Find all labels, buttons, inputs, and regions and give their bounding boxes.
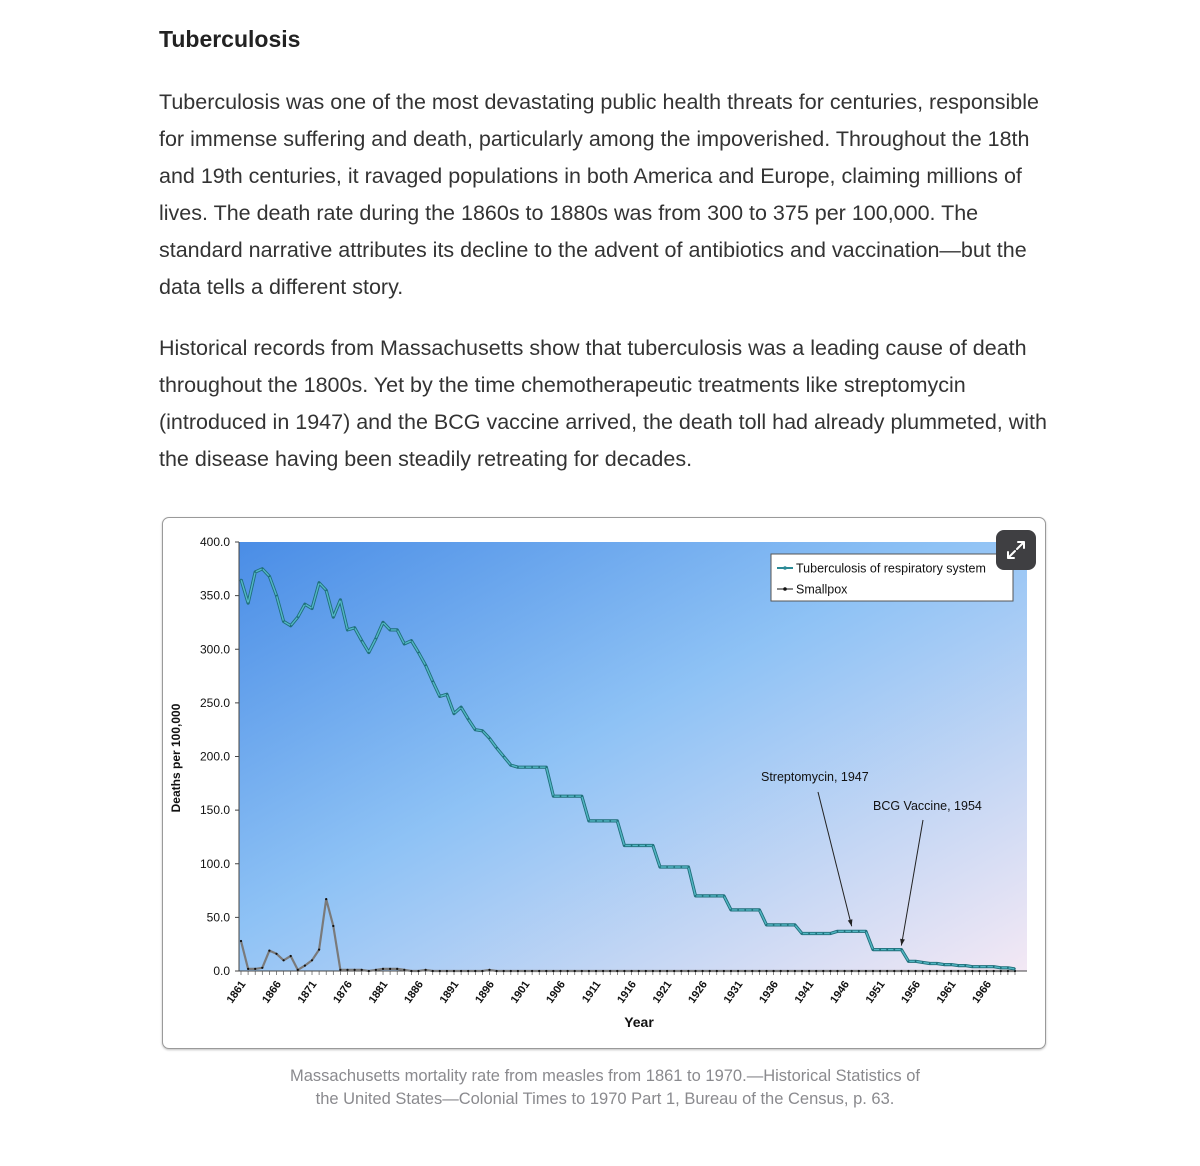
smallpox-data-point xyxy=(680,970,682,972)
tb-data-point xyxy=(276,595,278,597)
smallpox-data-point xyxy=(254,968,256,970)
mortality-chart xyxy=(163,518,1045,1048)
tb-data-point xyxy=(908,960,910,962)
smallpox-data-point xyxy=(396,968,398,970)
y-tick-label: 100.0 xyxy=(199,856,230,871)
smallpox-data-point xyxy=(744,970,746,972)
smallpox-data-point xyxy=(247,968,249,970)
tb-data-point xyxy=(567,795,569,797)
x-tick-label: 1936 xyxy=(757,978,782,1006)
tb-data-point xyxy=(837,930,839,932)
x-tick-label: 1866 xyxy=(260,978,284,1006)
smallpox-data-point xyxy=(957,970,959,972)
tb-data-point xyxy=(382,622,384,624)
section-heading: Tuberculosis xyxy=(159,26,301,52)
tb-data-point xyxy=(240,579,242,581)
smallpox-data-point xyxy=(346,969,348,971)
tb-data-point xyxy=(737,909,739,911)
tb-data-point xyxy=(531,766,533,768)
tb-data-point xyxy=(517,766,519,768)
x-tick-label: 1911 xyxy=(579,978,604,1006)
tb-data-point xyxy=(830,933,832,935)
tb-data-point xyxy=(1014,968,1016,970)
smallpox-data-point xyxy=(559,970,561,972)
tb-data-point xyxy=(943,964,945,966)
tb-data-point xyxy=(283,621,285,623)
tb-data-point xyxy=(801,933,803,935)
tb-data-point xyxy=(688,866,690,868)
smallpox-data-point xyxy=(844,970,846,972)
tb-data-point xyxy=(972,966,974,968)
smallpox-data-point xyxy=(801,970,803,972)
smallpox-data-point xyxy=(531,970,533,972)
tb-data-point xyxy=(482,730,484,732)
tb-data-point xyxy=(609,820,611,822)
smallpox-data-point xyxy=(872,970,874,972)
tb-data-point xyxy=(709,895,711,897)
tb-data-point xyxy=(808,933,810,935)
y-tick-label: 150.0 xyxy=(199,803,230,818)
x-tick-label: 1891 xyxy=(437,978,462,1006)
smallpox-data-point xyxy=(716,970,718,972)
tb-data-point xyxy=(730,909,732,911)
tb-data-point xyxy=(432,681,434,683)
tb-data-point xyxy=(602,820,604,822)
smallpox-data-point xyxy=(943,970,945,972)
y-tick-label: 50.0 xyxy=(206,910,230,925)
x-tick-label: 1871 xyxy=(295,978,320,1006)
tb-data-point xyxy=(510,764,512,766)
x-tick-label: 1906 xyxy=(544,978,568,1006)
smallpox-data-point xyxy=(524,970,526,972)
tb-data-point xyxy=(780,924,782,926)
smallpox-data-point xyxy=(773,970,775,972)
smallpox-data-point xyxy=(702,970,704,972)
y-axis-label: Deaths per 100,000 xyxy=(169,703,183,813)
smallpox-data-point xyxy=(460,970,462,972)
tb-data-point xyxy=(673,866,675,868)
smallpox-data-point xyxy=(261,967,263,969)
smallpox-data-point xyxy=(907,970,909,972)
plot-area xyxy=(239,542,1027,971)
tb-data-point xyxy=(503,756,505,758)
tb-data-point xyxy=(616,820,618,822)
tb-data-point xyxy=(929,963,931,965)
smallpox-data-point xyxy=(865,970,867,972)
smallpox-data-point xyxy=(673,970,675,972)
smallpox-data-point xyxy=(993,970,995,972)
smallpox-data-point xyxy=(552,970,554,972)
smallpox-data-point xyxy=(332,925,334,927)
expand-arrows-icon xyxy=(1004,538,1028,562)
tb-data-point xyxy=(751,909,753,911)
smallpox-data-point xyxy=(794,970,796,972)
tb-data-point xyxy=(872,949,874,951)
tb-data-point xyxy=(403,643,405,645)
y-tick-label: 250.0 xyxy=(199,695,230,710)
tb-data-point xyxy=(702,895,704,897)
tb-data-point xyxy=(659,866,661,868)
smallpox-data-point xyxy=(851,970,853,972)
tb-data-point xyxy=(439,696,441,698)
tb-data-point xyxy=(901,949,903,951)
y-tick-label: 300.0 xyxy=(199,642,230,657)
smallpox-data-point xyxy=(815,970,817,972)
tb-data-point xyxy=(325,589,327,591)
tb-data-point xyxy=(467,718,469,720)
smallpox-data-point xyxy=(737,970,739,972)
smallpox-data-point xyxy=(481,970,483,972)
tb-data-point xyxy=(986,966,988,968)
smallpox-data-point xyxy=(467,970,469,972)
smallpox-data-point xyxy=(950,970,952,972)
tb-data-point xyxy=(560,795,562,797)
tb-data-point xyxy=(638,845,640,847)
tb-data-point xyxy=(744,909,746,911)
tb-data-point xyxy=(922,962,924,964)
tb-data-point xyxy=(759,909,761,911)
x-axis-label: Year xyxy=(624,1014,654,1030)
tb-data-point xyxy=(489,737,491,739)
tb-data-point xyxy=(893,949,895,951)
tb-data-point xyxy=(496,747,498,749)
tb-data-point xyxy=(588,820,590,822)
smallpox-data-point xyxy=(325,898,327,900)
smallpox-data-point xyxy=(503,970,505,972)
annotation-label: BCG Vaccine, 1954 xyxy=(873,799,982,813)
smallpox-data-point xyxy=(496,970,498,972)
smallpox-data-point xyxy=(986,970,988,972)
legend-marker xyxy=(783,566,787,570)
tb-data-point xyxy=(879,949,881,951)
smallpox-data-point xyxy=(375,969,377,971)
smallpox-data-point xyxy=(574,970,576,972)
x-tick-label: 1961 xyxy=(934,978,959,1006)
smallpox-data-point xyxy=(836,970,838,972)
x-tick-label: 1966 xyxy=(970,978,995,1006)
legend-marker xyxy=(783,587,787,591)
smallpox-data-point xyxy=(659,970,661,972)
smallpox-data-point xyxy=(929,970,931,972)
tb-data-point xyxy=(318,582,320,584)
tb-data-point xyxy=(844,930,846,932)
smallpox-data-point xyxy=(283,959,285,961)
smallpox-data-point xyxy=(694,970,696,972)
chart-figure xyxy=(162,517,1046,1049)
smallpox-data-point xyxy=(1007,970,1009,972)
tb-data-point xyxy=(822,933,824,935)
tb-data-point xyxy=(645,845,647,847)
tb-data-point xyxy=(297,616,299,618)
smallpox-data-point xyxy=(517,970,519,972)
smallpox-data-point xyxy=(488,969,490,971)
tb-data-point xyxy=(460,706,462,708)
annotation-label: Streptomycin, 1947 xyxy=(761,770,869,784)
tb-data-point xyxy=(723,895,725,897)
smallpox-data-point xyxy=(922,970,924,972)
smallpox-data-point xyxy=(936,970,938,972)
smallpox-data-point xyxy=(382,968,384,970)
tb-data-point xyxy=(631,845,633,847)
tb-data-point xyxy=(886,949,888,951)
x-tick-label: 1941 xyxy=(792,978,817,1006)
smallpox-data-point xyxy=(538,970,540,972)
smallpox-data-point xyxy=(304,965,306,967)
smallpox-data-point xyxy=(368,970,370,972)
tb-data-point xyxy=(936,963,938,965)
smallpox-data-point xyxy=(709,970,711,972)
smallpox-data-point xyxy=(417,970,419,972)
paragraph-intro: Tuberculosis was one of the most devastating public health threats for centuries, responsible for immense suffering and death, particularly among the impoverished. Throughout the 18th and 19th centuries, it ravaged populations in both America and Europe, claiming millions of lives. The death rate during the 1860s to 1880s was from 300 to 375 per 100,000. The standard narrative attributes its decline to the advent of antibiotics and vaccination—but the data tells a different story. xyxy=(159,90,1039,299)
tb-data-point xyxy=(368,652,370,654)
smallpox-data-point xyxy=(361,969,363,971)
tb-data-point xyxy=(446,693,448,695)
smallpox-data-point xyxy=(1000,970,1002,972)
smallpox-data-point xyxy=(453,970,455,972)
tb-data-point xyxy=(695,895,697,897)
tb-data-point xyxy=(595,820,597,822)
smallpox-data-point xyxy=(858,970,860,972)
smallpox-data-point xyxy=(581,970,583,972)
tb-data-point xyxy=(581,795,583,797)
tb-data-point xyxy=(1000,967,1002,969)
x-tick-label: 1926 xyxy=(686,978,711,1006)
tb-data-point xyxy=(261,568,263,570)
tb-data-point xyxy=(979,966,981,968)
x-tick-label: 1921 xyxy=(650,978,675,1006)
smallpox-data-point xyxy=(339,969,341,971)
smallpox-data-point xyxy=(410,970,412,972)
smallpox-data-point xyxy=(687,970,689,972)
tb-data-point xyxy=(851,930,853,932)
smallpox-data-point xyxy=(425,969,427,971)
smallpox-data-point xyxy=(389,968,391,970)
smallpox-data-point xyxy=(354,969,356,971)
x-tick-label: 1951 xyxy=(863,978,888,1006)
smallpox-data-point xyxy=(645,970,647,972)
smallpox-data-point xyxy=(893,970,895,972)
smallpox-data-point xyxy=(638,970,640,972)
smallpox-data-point xyxy=(311,959,313,961)
tb-data-point xyxy=(815,933,817,935)
smallpox-data-point xyxy=(446,970,448,972)
x-tick-label: 1946 xyxy=(828,978,853,1006)
smallpox-data-point xyxy=(787,970,789,972)
tb-data-point xyxy=(375,638,377,640)
smallpox-data-point xyxy=(758,970,760,972)
tb-data-point xyxy=(766,924,768,926)
x-tick-label: 1916 xyxy=(615,978,640,1006)
tb-data-point xyxy=(269,575,271,577)
tb-data-point xyxy=(411,640,413,642)
x-tick-label: 1931 xyxy=(721,978,746,1006)
smallpox-data-point xyxy=(971,970,973,972)
smallpox-data-point xyxy=(545,970,547,972)
tb-data-point xyxy=(666,866,668,868)
tb-data-point xyxy=(524,766,526,768)
smallpox-data-point xyxy=(886,970,888,972)
smallpox-data-point xyxy=(730,970,732,972)
smallpox-data-point xyxy=(652,970,654,972)
smallpox-data-point xyxy=(474,970,476,972)
smallpox-data-point xyxy=(915,970,917,972)
legend-entry-label: Smallpox xyxy=(796,582,848,597)
tb-data-point xyxy=(354,627,356,629)
smallpox-data-point xyxy=(439,970,441,972)
tb-data-point xyxy=(332,616,334,618)
tb-data-point xyxy=(361,640,363,642)
smallpox-data-point xyxy=(780,970,782,972)
tb-data-point xyxy=(425,664,427,666)
tb-data-point xyxy=(865,930,867,932)
tb-data-point xyxy=(474,729,476,731)
y-tick-label: 0.0 xyxy=(213,964,230,978)
tb-data-point xyxy=(1007,967,1009,969)
figure-caption: Massachusetts mortality rate from measles from 1861 to 1970.—Historical Statistics of the United States—Colonial Times to 1970 Part 1, Bureau of the Census, p. 63. xyxy=(290,1067,920,1108)
tb-data-point xyxy=(773,924,775,926)
smallpox-data-point xyxy=(240,940,242,942)
tb-data-point xyxy=(915,960,917,962)
tb-data-point xyxy=(553,795,555,797)
x-tick-label: 1881 xyxy=(366,978,391,1006)
smallpox-data-point xyxy=(290,955,292,957)
smallpox-data-point xyxy=(297,969,299,971)
tb-data-point xyxy=(347,629,349,631)
tb-data-point xyxy=(574,795,576,797)
y-tick-label: 400.0 xyxy=(199,535,230,549)
smallpox-data-point xyxy=(978,970,980,972)
x-tick-label: 1956 xyxy=(899,978,924,1006)
tb-data-point xyxy=(794,924,796,926)
smallpox-data-point xyxy=(623,970,625,972)
tb-data-point xyxy=(957,965,959,967)
smallpox-data-point xyxy=(588,970,590,972)
smallpox-data-point xyxy=(723,970,725,972)
y-tick-label: 350.0 xyxy=(199,588,230,603)
smallpox-data-point xyxy=(751,970,753,972)
smallpox-data-point xyxy=(602,970,604,972)
tb-data-point xyxy=(304,603,306,605)
smallpox-data-point xyxy=(609,970,611,972)
smallpox-data-point xyxy=(964,970,966,972)
smallpox-data-point xyxy=(510,970,512,972)
tb-data-point xyxy=(254,571,256,573)
x-tick-label: 1861 xyxy=(224,978,249,1006)
smallpox-data-point xyxy=(765,970,767,972)
smallpox-data-point xyxy=(900,970,902,972)
smallpox-data-point xyxy=(666,970,668,972)
smallpox-data-point xyxy=(403,969,405,971)
tb-data-point xyxy=(396,629,398,631)
tb-data-point xyxy=(247,602,249,604)
x-tick-label: 1901 xyxy=(508,978,533,1006)
tb-data-point xyxy=(418,652,420,654)
tb-data-point xyxy=(389,629,391,631)
x-tick-label: 1876 xyxy=(331,978,355,1006)
expand-chart-button[interactable] xyxy=(996,530,1036,570)
x-tick-label: 1886 xyxy=(402,978,426,1006)
y-tick-label: 200.0 xyxy=(199,749,230,764)
tb-data-point xyxy=(680,866,682,868)
paragraph-history: Historical records from Massachusetts show that tuberculosis was a leading cause of death throughout the 1800s. Yet by the time chemotherapeutic treatments like streptomycin (introduced in 1947) and the BCG vaccine arrived, the death toll had already plummeted, with the disease having been steadily retreating for decades. xyxy=(159,336,1047,471)
tb-data-point xyxy=(311,608,313,610)
tb-data-point xyxy=(652,845,654,847)
smallpox-data-point xyxy=(268,950,270,952)
tb-data-point xyxy=(993,966,995,968)
tb-data-point xyxy=(538,766,540,768)
tb-data-point xyxy=(716,895,718,897)
smallpox-data-point xyxy=(567,970,569,972)
smallpox-data-point xyxy=(318,949,320,951)
smallpox-data-point xyxy=(275,953,277,955)
tb-data-point xyxy=(964,965,966,967)
tb-data-point xyxy=(290,625,292,627)
tb-data-point xyxy=(545,766,547,768)
smallpox-data-point xyxy=(822,970,824,972)
tb-data-point xyxy=(950,964,952,966)
smallpox-data-point xyxy=(616,970,618,972)
legend-entry-label: Tuberculosis of respiratory system xyxy=(796,561,986,576)
tb-data-point xyxy=(453,713,455,715)
smallpox-data-point xyxy=(432,970,434,972)
smallpox-data-point xyxy=(808,970,810,972)
smallpox-data-point xyxy=(829,970,831,972)
smallpox-data-point xyxy=(631,970,633,972)
smallpox-data-point xyxy=(595,970,597,972)
tb-data-point xyxy=(858,930,860,932)
tb-data-point xyxy=(787,924,789,926)
tb-data-point xyxy=(624,845,626,847)
smallpox-data-point xyxy=(879,970,881,972)
x-tick-label: 1896 xyxy=(473,978,497,1006)
tb-data-point xyxy=(340,599,342,601)
